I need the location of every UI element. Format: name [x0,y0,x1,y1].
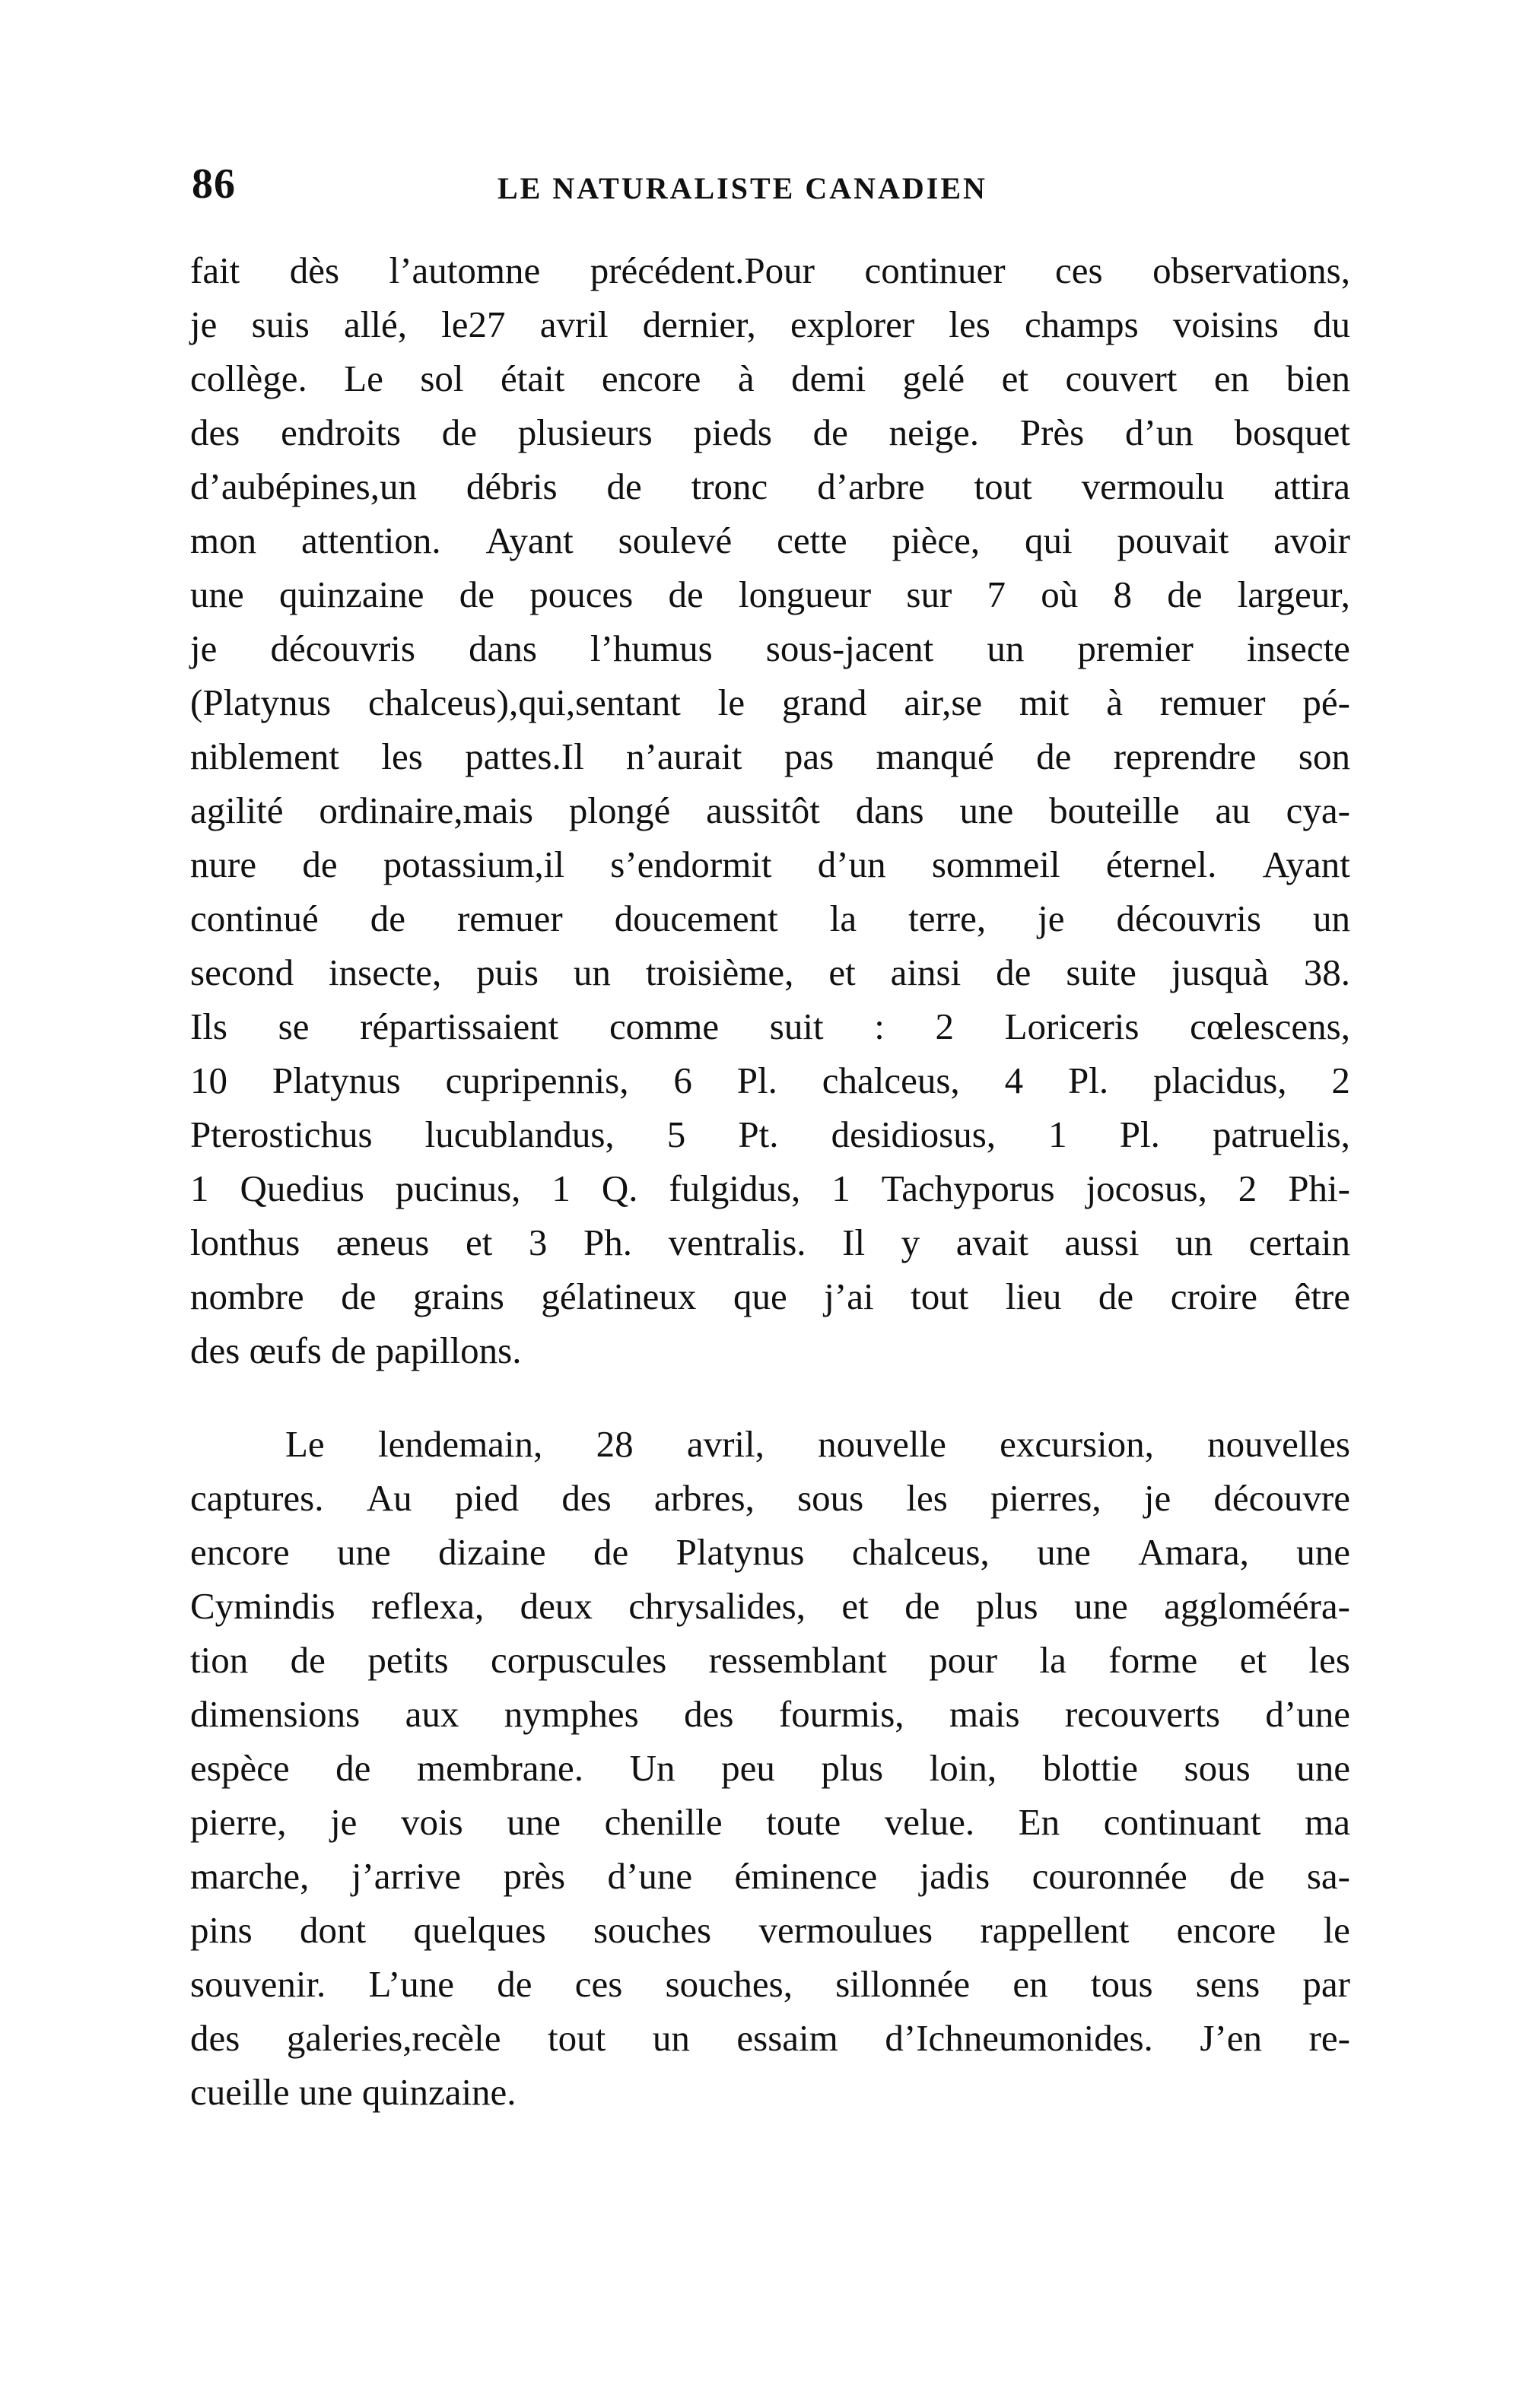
text-line: encore une dizaine de Platynus chalceus, une Amara, une [190,1531,1350,1573]
text-line: captures. Au pied des arbres, sous les pierres, je découvre [190,1477,1350,1519]
text-line: des endroits de plusieurs pieds de neige. Près d’un bosquet [190,411,1350,453]
text-line: des œufs de papillons. [190,1329,522,1371]
paragraph [190,243,1350,1377]
text-line: second insecte, puis un troisième, et ainsi de suite jusquà 38. [190,951,1350,993]
text-line: espèce de membrane. Un peu plus loin, blottie sous une [190,1747,1350,1789]
text-line: une quinzaine de pouces de longueur sur 7 où 8 de largeur, [190,573,1350,615]
text-line: continué de remuer doucement la terre, je découvris un [190,897,1350,939]
text-line: collège. Le sol était encore à demi gelé et couvert en bien [190,357,1350,399]
text-line: nombre de grains gélatineux que j’ai tout lieu de croire être [190,1275,1350,1317]
text-line: 10 Platynus cupripennis, 6 Pl. chalceus, 4 Pl. placidus, 2 [190,1059,1350,1101]
text-line: je découvris dans l’humus sous-jacent un premier insecte [190,627,1350,669]
text-line: Cymindis reflexa, deux chrysalides, et de plus une agglomééra- [190,1585,1350,1627]
text-line: dimensions aux nymphes des fourmis, mais recouverts d’une [190,1693,1350,1735]
running-title: LE NATURALISTE CANADIEN [497,171,987,205]
text-line: tion de petits corpuscules ressemblant pour la forme et les [190,1639,1350,1681]
text-line: Ils se répartissaient comme suit : 2 Loriceris cœlescens, [190,1005,1350,1047]
text-line: souvenir. L’une de ces souches, sillonnée en tous sens par [190,1963,1350,2005]
text-line: des galeries,recèle tout un essaim d’Ichneumonides. J’en re- [190,2017,1350,2059]
text-line: d’aubépines,un débris de tronc d’arbre tout vermoulu attira [190,465,1350,507]
text-line: niblement les pattes.Il n’aurait pas manqué de reprendre son [190,735,1350,777]
page-number: 86 [192,160,236,208]
text-line: (Platynus chalceus),qui,sentant le grand air,se mit à remuer pé- [190,681,1350,723]
text-line: marche, j’arrive près d’une éminence jadis couronnée de sa- [190,1855,1350,1897]
page-header [178,160,1353,221]
text-line: mon attention. Ayant soulevé cette pièce, qui pouvait avoir [190,519,1350,561]
text-line: cueille une quinzaine. [190,2071,517,2113]
text-line: agilité ordinaire,mais plongé aussitôt dans une bouteille au cya- [190,789,1350,831]
text-line: Le lendemain, 28 avril, nouvelle excursion, nouvelles [285,1423,1350,1465]
text-line: Pterostichus lucublandus, 5 Pt. desidiosus, 1 Pl. patruelis, [190,1113,1350,1155]
text-line: lonthus æneus et 3 Ph. ventralis. Il y avait aussi un certain [190,1221,1350,1263]
text-line: pierre, je vois une chenille toute velue. En continuant ma [190,1801,1350,1843]
text-line: je suis allé, le27 avril dernier, explorer les champs voisins du [190,303,1350,345]
text-line: fait dès l’automne précédent.Pour continuer ces observations, [190,249,1350,291]
text-line: 1 Quedius pucinus, 1 Q. fulgidus, 1 Tachyporus jocosus, 2 Phi- [190,1167,1350,1209]
paragraph [190,1417,1350,2119]
body-text [190,243,1350,2119]
text-line: nure de potassium,il s’endormit d’un sommeil éternel. Ayant [190,843,1350,885]
text-line: pins dont quelques souches vermoulues rappellent encore le [190,1909,1350,1951]
